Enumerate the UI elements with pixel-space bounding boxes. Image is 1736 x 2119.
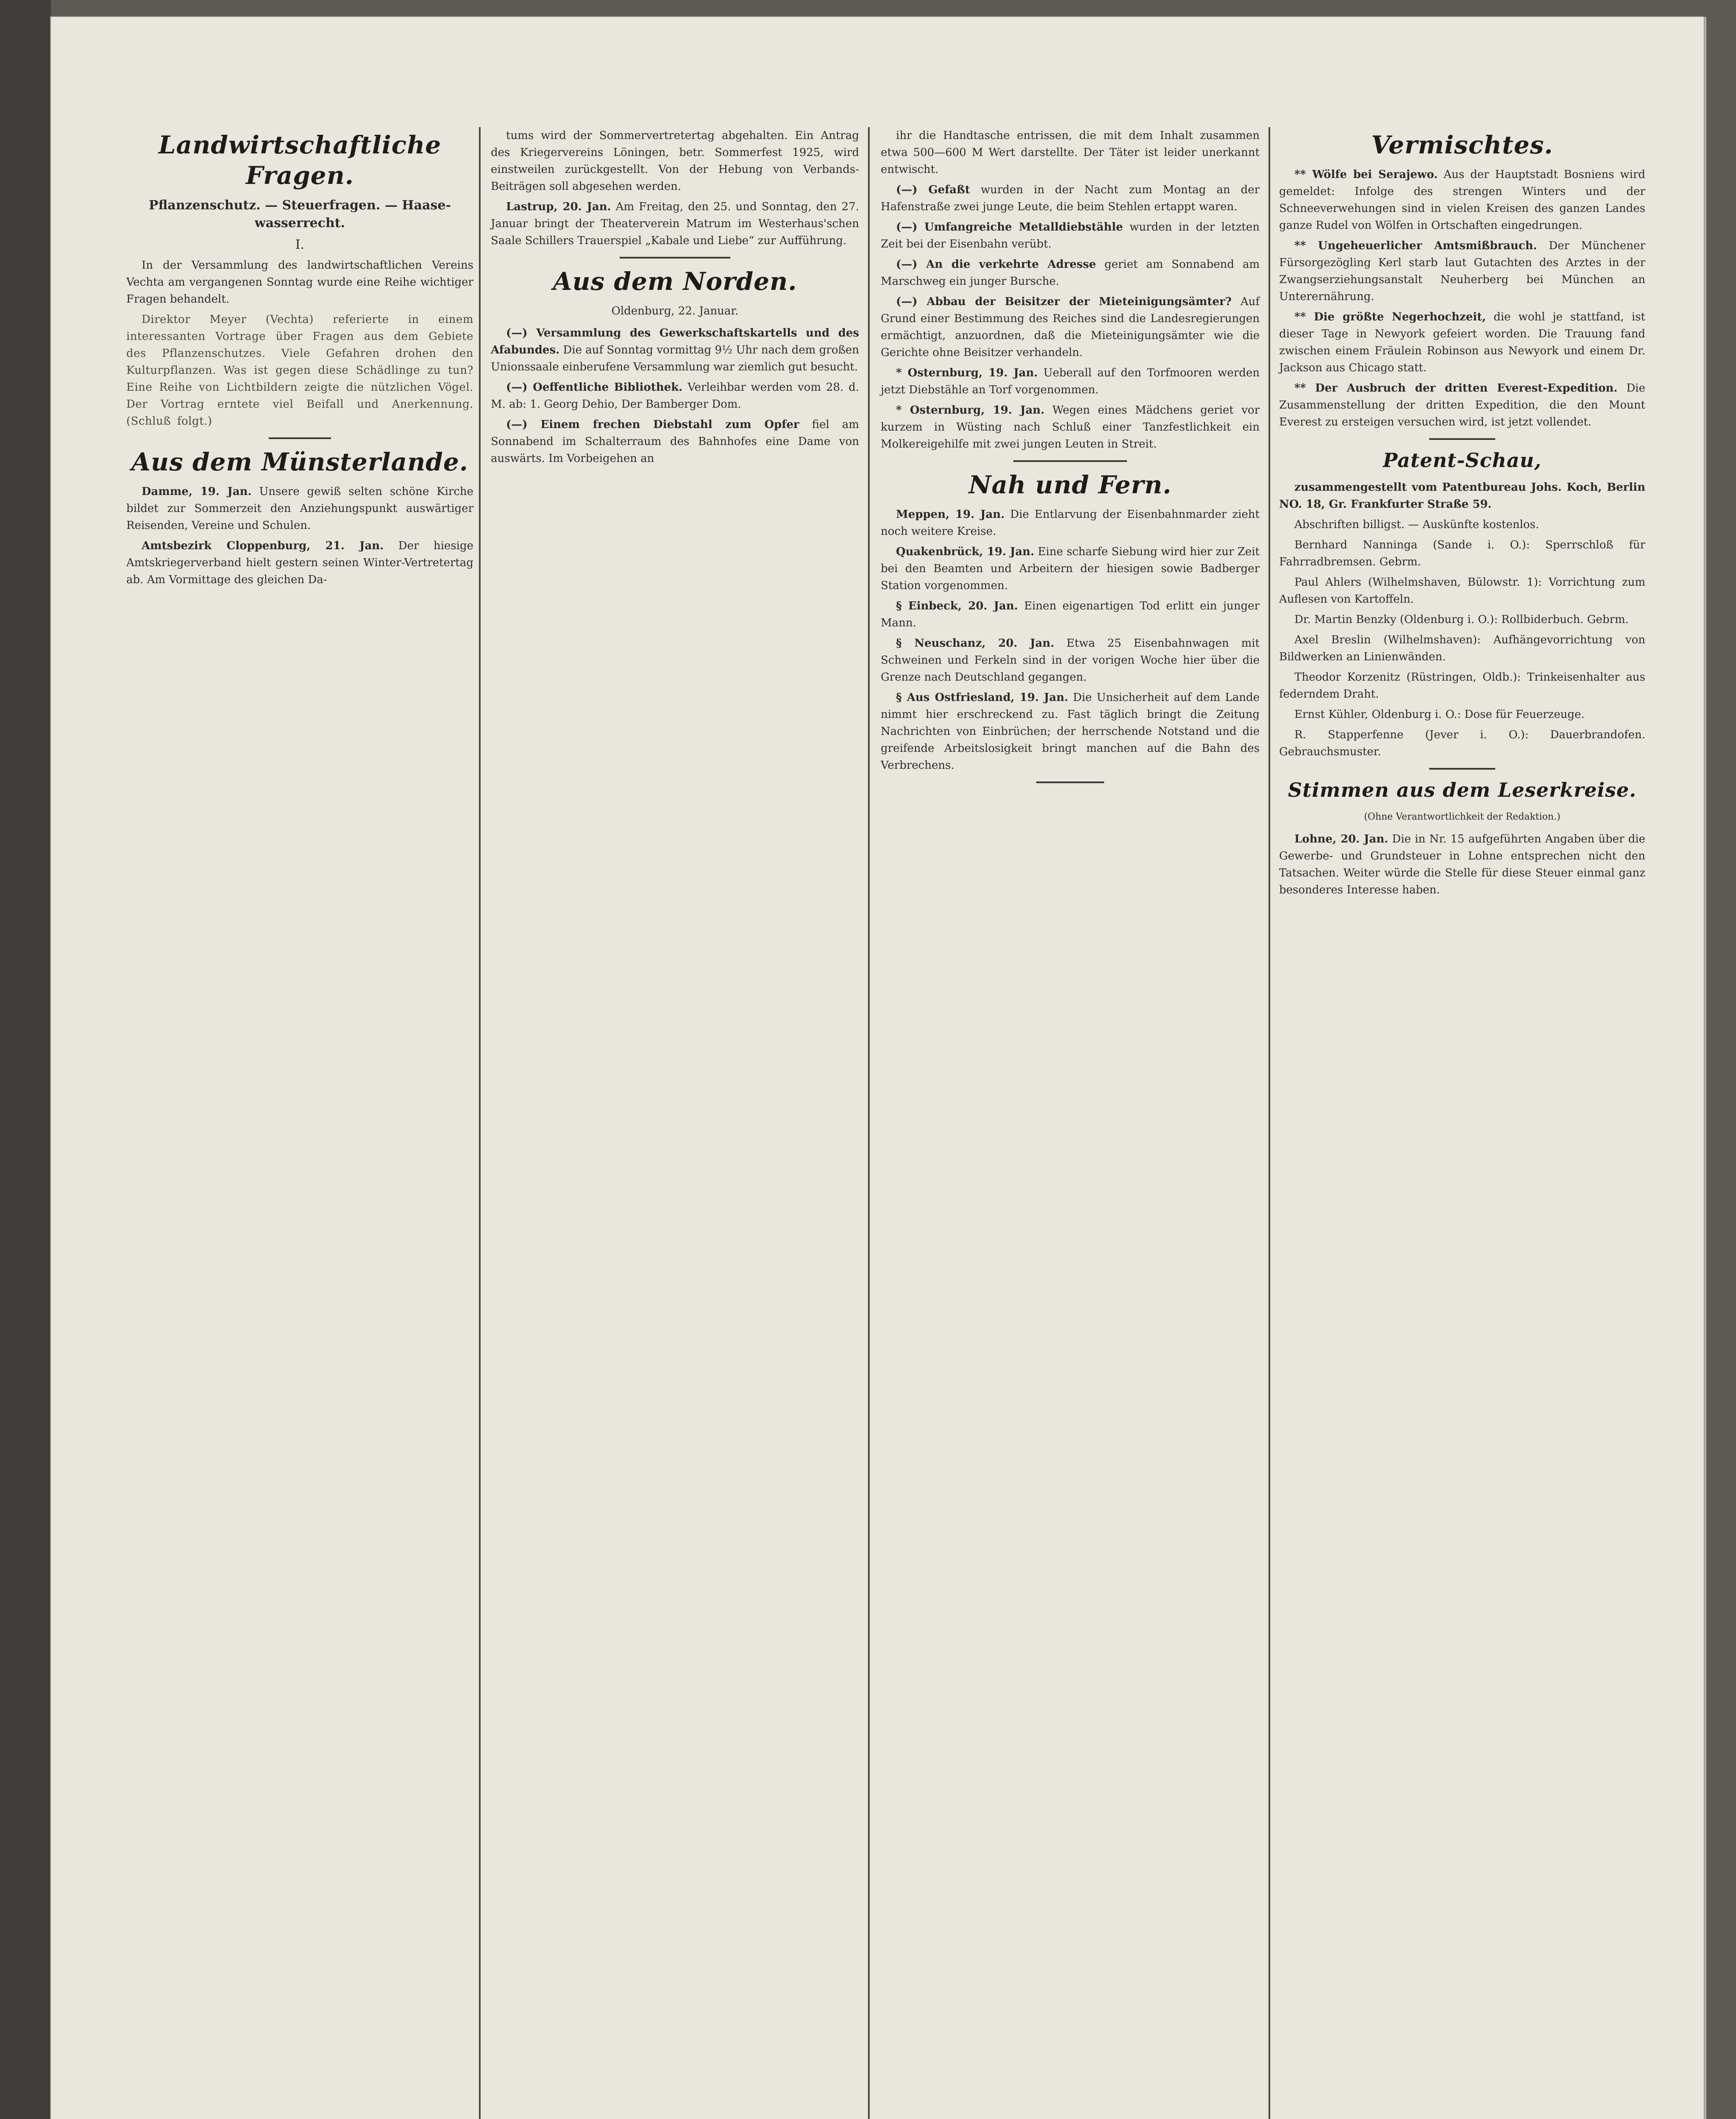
article-lead: Quakenbrück, 19. Jan. (896, 545, 1035, 558)
article-text: Wegen eines Mädchens geriet vor kurzem in Wüsting nach Schluß einer Tanzfestlichkeit ein Molkereigehilfe mit zwei jungen Leuten in Streit. (881, 404, 1260, 450)
article-text: Die Unsicherheit auf dem Lande nimmt hier erschreckend zu. Fast täglich bringt die Zeitung Nachrichten von Einbrüchen; der herrschende Notstand und die greifende Arbeitslosigkeit bringt manchen auf die Bahn des Verbrechens. (881, 691, 1260, 772)
article-lead: § Aus Ostfriesland, 19. Jan. (896, 691, 1068, 704)
article-text: Eine scharfe Siebung wird hier zur Zeit bei den Beamten und Arbeitern der hiesigen sowie Badberger Station vorgenommen. (881, 545, 1260, 592)
article-lead: ** Ungeheuerlicher Amtsmißbrauch. (1294, 239, 1537, 252)
article-lead: (—) Einem frechen Diebstahl zum Opfer (506, 418, 799, 431)
column-3 (873, 127, 1267, 2119)
section-heading: Aus dem Norden. (553, 267, 797, 296)
article-lead: ** Die größte Negerhochzeit, (1294, 311, 1486, 323)
article-text: Ueberall auf den Torfmooren werden jetzt Diebstähle an Torf vorgenommen. (881, 367, 1260, 396)
article-lead: ** Wölfe bei Serajewo. (1294, 168, 1438, 181)
scan-margin (0, 0, 51, 2119)
patent-entry: Ernst Kühler, Oldenburg i. O.: Dose für Feuerzeuge. (1294, 708, 1585, 721)
section-heading: Landwirtschaftliche Fragen. (158, 131, 442, 190)
patent-entry: Dr. Martin Benzky (Oldenburg i. O.): Rollbiderbuch. Gebrm. (1294, 613, 1629, 626)
article-text: Auf Grund einer Bestimmung des Reiches sind die Landesregierungen ermächtigt, anzuordnen, daß die Mieteinigungsämter wie die Gerichte ohne Beisitzer verhandeln. (881, 295, 1260, 359)
article-text: fiel am Sonnabend im Schalterraum des Bahnhofes eine Dame von auswärts. Im Vorbeigehen an (491, 418, 860, 465)
article-text: Der Münchener Fürsorgezögling Kerl starb laut Gutachten des Arztes in der Zwangserziehungsanstalt Neuherberg bei München an Unterernährung. (1279, 239, 1645, 303)
divider (1036, 781, 1104, 783)
dateline: Oldenburg, 22. Januar. (611, 305, 739, 317)
section-heading: Vermischtes. (1371, 131, 1553, 159)
article-lead: (—) Umfangreiche Metalldiebstähle (896, 221, 1123, 234)
article-text: geriet am Sonnabend am Marschweg ein junger Bursche. (881, 258, 1260, 288)
section-number: I. (295, 237, 305, 252)
column-4 (1271, 127, 1653, 2119)
section-subheading: Pflanzenschutz. — Steuerfragen. — Haase-wasserrecht. (149, 198, 451, 231)
article-text: Einen eigenartigen Tod erlitt ein junger Mann. (881, 600, 1260, 629)
patent-entry: Bernhard Nanninga (Sande i. O.): Sperrschloß für Fahrradbremsen. Gebrm. (1279, 539, 1645, 568)
article-text: Etwa 25 Eisenbahnwagen mit Schweinen und Ferkeln sind in der vorigen Woche hier über die Grenze nach Deutschland gegangen. (881, 637, 1260, 684)
article-continuation: tums wird der Sommervertretertag abgehalten. Ein Antrag des Kriegervereins Löningen, betr. Sommerfest 1925, wird einstweilen zurückgestellt. Von der Hebung von Verbands-Beiträgen soll abgesehen werden. (491, 129, 859, 193)
column-rule (1269, 127, 1270, 2119)
patent-entry: R. Stapperfenne (Jever i. O.): Dauerbrandofen. Gebrauchsmuster. (1279, 729, 1645, 758)
article-lead: Amtsbezirk Cloppenburg, 21. Jan. (142, 539, 384, 552)
divider (269, 437, 331, 439)
patent-entry: Paul Ahlers (Wilhelmshaven, Bülowstr. 1): Vorrichtung zum Auflesen von Kartoffeln. (1279, 576, 1645, 606)
section-heading: Nah und Fern. (968, 470, 1172, 499)
section-heading: Stimmen aus dem Leserkreise. (1288, 779, 1637, 801)
divider (1429, 438, 1495, 440)
article-lead: (—) Oeffentliche Bibliothek. (506, 381, 683, 394)
divider (620, 257, 730, 259)
article-text: Die auf Sonntag vormittag 9½ Uhr nach dem großen Unionssaale einberufene Versammlung war ziemlich gut besucht. (491, 344, 859, 373)
article-lead: * Osternburg, 19. Jan. (896, 404, 1045, 417)
article-text: wurden in der Nacht zum Montag an der Hafenstraße zwei junge Leute, die beim Stehlen ertappt waren. (881, 184, 1260, 213)
article-text: Die Entlarvung der Eisenbahnmarder zieht noch weitere Kreise. (881, 508, 1260, 538)
section-heading: Aus dem Münsterlande. (131, 448, 468, 476)
article-lead: § Einbeck, 20. Jan. (896, 600, 1018, 612)
reader-note: (Ohne Verantwortlichkeit der Redaktion.) (1364, 812, 1561, 822)
column-rule (868, 127, 870, 2119)
column-2 (483, 127, 867, 2119)
divider (1013, 460, 1127, 462)
article-text: Verleihbar werden vom 28. d. M. ab: 1. Georg Dehio, Der Bamberger Dom. (491, 381, 860, 411)
article-text: wurden in der letzten Zeit bei der Eisenbahn verübt. (881, 221, 1260, 250)
article-lead: Lohne, 20. Jan. (1294, 833, 1388, 845)
column-1 (119, 127, 481, 2119)
article-continuation: ihr die Handtasche entrissen, die mit dem Inhalt zusammen etwa 500—600 M Wert darstellte. Der Täter ist leider unerkannt entwischt. (881, 129, 1260, 176)
article-intro: In der Versammlung des landwirtschaftlichen Vereins Vechta am vergangenen Sonntag wurde eine Reihe wichtiger Fragen behandelt. (126, 259, 473, 306)
article-lead: (—) Gefaßt (896, 184, 970, 196)
article-lead: Meppen, 19. Jan. (896, 508, 1005, 521)
article-text: Am Freitag, den 25. und Sonntag, den 27. Januar bringt der Theaterverein Matrum im Westerhaus'schen Saale Schillers Trauerspiel „Kabale und Liebe“ zur Aufführung. (491, 200, 859, 247)
patent-subheading: zusammengestellt vom Patentbureau Johs. Koch, Berlin NO. 18, Gr. Frankfurter Straße 59. (1279, 481, 1645, 511)
article-lead: § Neuschanz, 20. Jan. (896, 637, 1054, 650)
article-text: die wohl je stattfand, ist dieser Tage in Newyork gefeiert worden. Die Trauung fand zwischen einem Fräulein Robinson aus Newyork und einem Dr. Jackson aus Chicago statt. (1279, 311, 1646, 374)
patent-entry: Axel Breslin (Wilhelmshaven): Aufhängevorrichtung von Bildwerken an Linienwänden. (1279, 634, 1645, 663)
article-text: Der hiesige Amtskriegerverband hielt gestern seinen Winter-Vertretertag ab. Am Vormittage des gleichen Da- (126, 539, 474, 586)
article-lead: (—) Abbau der Beisitzer der Mieteinigungsämter? (896, 295, 1232, 308)
article-lead: Lastrup, 20. Jan. (506, 200, 611, 213)
article-text: Die in Nr. 15 aufgeführten Angaben über die Gewerbe- und Grundsteuer in Lohne entsprechen nicht den Tatsachen. Weiter würde die Stelle für diese Steuer einmal ganz besonderes Interesse haben. (1279, 833, 1646, 896)
article-text: Unsere gewiß selten schöne Kirche bildet zur Sommerzeit den Anziehungspunkt auswärtiger Reisenden, Vereine und Schulen. (126, 485, 474, 532)
article-lead: (—) Versammlung des Gewerkschaftskartells und des Afabundes. (491, 327, 859, 356)
patent-note: Abschriften billigst. — Auskünfte kostenlos. (1294, 518, 1539, 531)
patent-entry: Theodor Korzenitz (Rüstringen, Oldb.): Trinkeisenhalter aus federndem Draht. (1279, 671, 1645, 701)
article-text: Aus der Hauptstadt Bosniens wird gemeldet: Infolge des strengen Winters und der Schneeverwehungen sind in vielen Kreisen des ganzen Landes ganze Rudel von Wölfen in Ortschaften eingedrungen. (1279, 168, 1646, 232)
section-heading: Patent-Schau, (1383, 449, 1542, 472)
article-lead: (—) An die verkehrte Adresse (896, 258, 1096, 271)
divider (1429, 768, 1495, 770)
article-lead: Damme, 19. Jan. (142, 485, 252, 498)
article-lead: ** Der Ausbruch der dritten Everest-Expedition. (1294, 382, 1618, 395)
article-text: Die Zusammenstellung der dritten Expedition, die den Mount Everest zu ersteigen versuchen wird, ist jetzt vollendet. (1279, 382, 1645, 428)
article-body: Direktor Meyer (Vechta) referierte in einem interessanten Vortrage über Fragen aus dem Gebiete des Pflanzenschutzes. Viele Gefahren drohen den Kulturpflanzen. Was ist gegen diese Schädlinge zu tun? Eine Reihe von Lichtbildern zeigte die nützlichen Vögel. Der Vortrag erntete viel Beifall und Anerkennung. (Schluß folgt.) (126, 313, 473, 428)
article-lead: * Osternburg, 19. Jan. (896, 367, 1038, 379)
